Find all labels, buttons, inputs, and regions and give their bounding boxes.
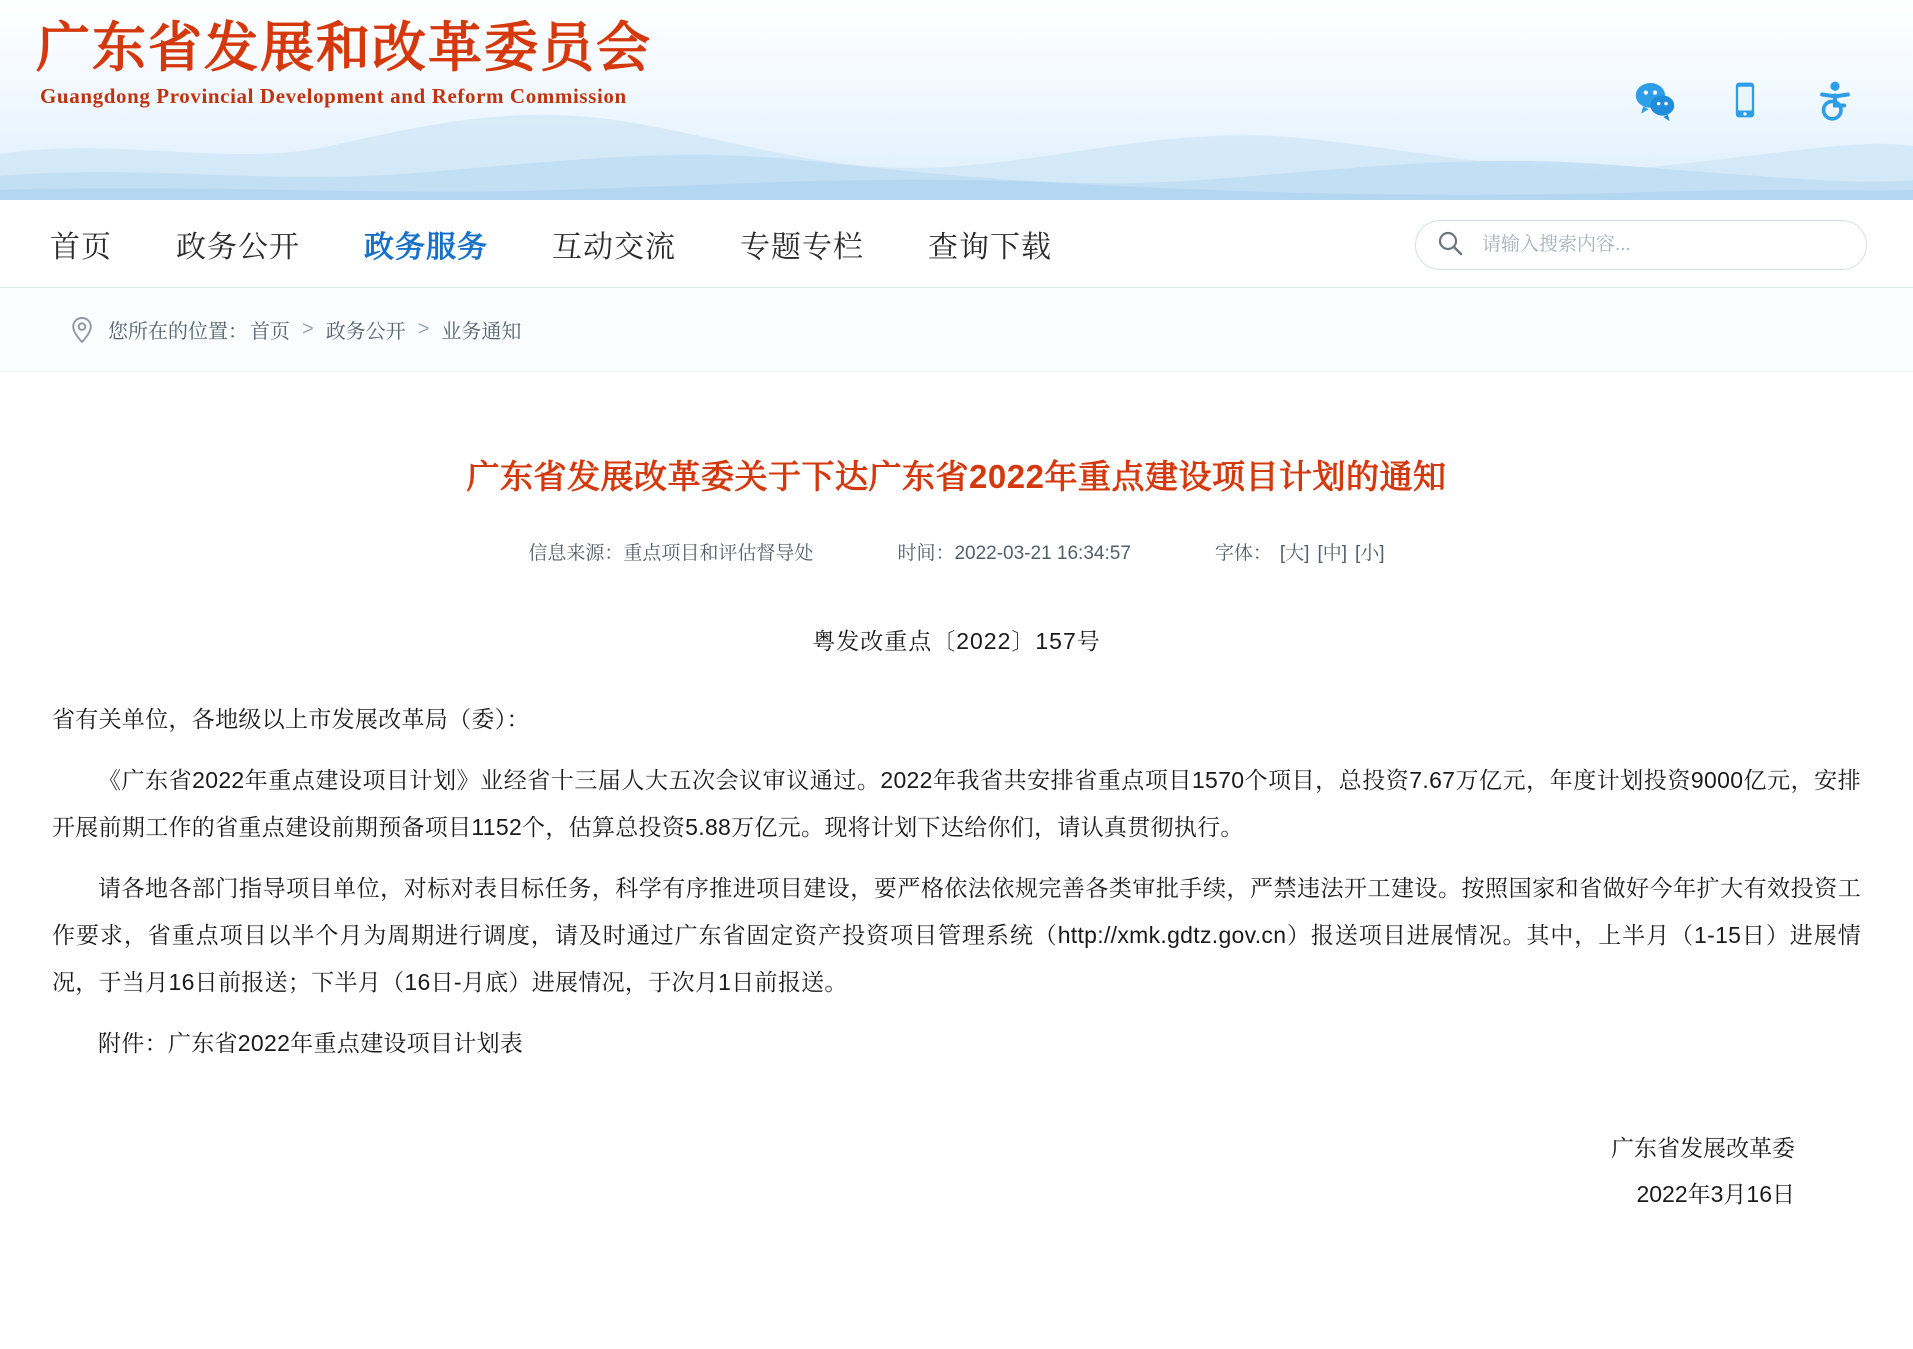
article-time-label: 时间： — [897, 542, 955, 564]
signature-block — [52, 1125, 1861, 1217]
font-size-medium[interactable]: [中] — [1317, 542, 1348, 564]
location-pin-icon — [70, 316, 94, 344]
mobile-icon[interactable] — [1723, 78, 1767, 122]
nav-item-interaction[interactable]: 互动交流 — [552, 230, 676, 264]
nav-item-home[interactable]: 首页 — [50, 230, 112, 264]
article-time — [897, 538, 1130, 565]
article-source — [528, 538, 813, 565]
article-content — [0, 372, 1913, 1287]
nav-item-special-topics[interactable]: 专题专栏 — [740, 230, 864, 264]
breadcrumb-item-home[interactable]: 首页 — [250, 321, 290, 343]
breadcrumb-separator: > — [417, 318, 430, 340]
article-meta — [52, 538, 1861, 565]
site-title-en: Guangdong Provincial Development and Reform Commission — [40, 84, 627, 109]
attachment-line: 附件：广东省2022年重点建设项目计划表 — [98, 1030, 524, 1057]
site-header — [0, 0, 1913, 200]
paragraph-1: 《广东省2022年重点建设项目计划》业经省十三届人大五次会议审议通过。2022年我省共安排省重点项目1570个项目，总投资7.67万亿元，年度计划投资9000亿元，安排开展前期工作的省重点建设前期预备项目1152个，估算总投资5.88万亿元。现将计划下达给你们，请认真贯彻执行。 — [52, 766, 1861, 840]
font-size-label: 字体： — [1214, 542, 1272, 564]
nav-item-government-services[interactable]: 政务服务 — [364, 230, 488, 264]
breadcrumb-bar — [0, 288, 1913, 372]
breadcrumb-separator: > — [302, 318, 314, 340]
document-number: 粤发改重点〔2022〕157号 — [812, 627, 1101, 654]
breadcrumb-item-disclosure[interactable]: 政务公开 — [325, 321, 406, 343]
wechat-icon[interactable] — [1633, 78, 1677, 122]
breadcrumb-label: 您所在的位置： — [108, 321, 248, 343]
main-navigation — [0, 200, 1913, 288]
font-size-small[interactable]: [小] — [1355, 542, 1385, 564]
search-input[interactable] — [1480, 221, 1846, 269]
article-time-value: 2022-03-21 16:34:57 — [954, 542, 1131, 564]
breadcrumb-item-business-notice[interactable]: 业务通知 — [441, 321, 522, 343]
nav-item-government-affairs-disclosure[interactable]: 政务公开 — [176, 230, 300, 264]
header-icon-group — [1633, 78, 1857, 122]
font-size-large[interactable]: [大] — [1279, 542, 1310, 564]
site-title-cn: 广东省发展和改革委员会 — [36, 16, 652, 79]
nav-item-list — [0, 222, 1084, 266]
breadcrumb — [0, 315, 523, 344]
search-icon — [1436, 229, 1464, 262]
salutation: 省有关单位，各地级以上市发展改革局（委）： — [52, 705, 530, 732]
accessibility-icon[interactable] — [1813, 78, 1857, 122]
article-source-value: 重点项目和评估督导处 — [623, 542, 814, 564]
font-size-control — [1215, 538, 1385, 565]
paragraph-2: 请各地各部门指导项目单位，对标对表目标任务，科学有序推进项目建设，要严格依法依规完善各类审批手续，严禁违法开工建设。按照国家和省做好今年扩大有效投资工作要求，省重点项目以半个月为周期进行调度，请及时通过广东省固定资产投资项目管理系统（http://xmk.gdtz.gov.cn）报送项目进展情况。其中，上半月（1-15日）进展情况，于当月16日前报送；下半月（16日-月底）进展情况，于次月1日前报送。 — [52, 874, 1861, 996]
nav-item-query-download[interactable]: 查询下载 — [928, 230, 1052, 264]
signature-organization: 广东省发展改革委 — [1611, 1135, 1795, 1162]
search-box[interactable] — [1415, 220, 1867, 270]
page-title: 广东省发展改革委关于下达广东省2022年重点建设项目计划的通知 — [466, 458, 1447, 495]
article-source-label: 信息来源： — [528, 542, 624, 564]
signature-date: 2022年3月16日 — [1636, 1181, 1795, 1208]
